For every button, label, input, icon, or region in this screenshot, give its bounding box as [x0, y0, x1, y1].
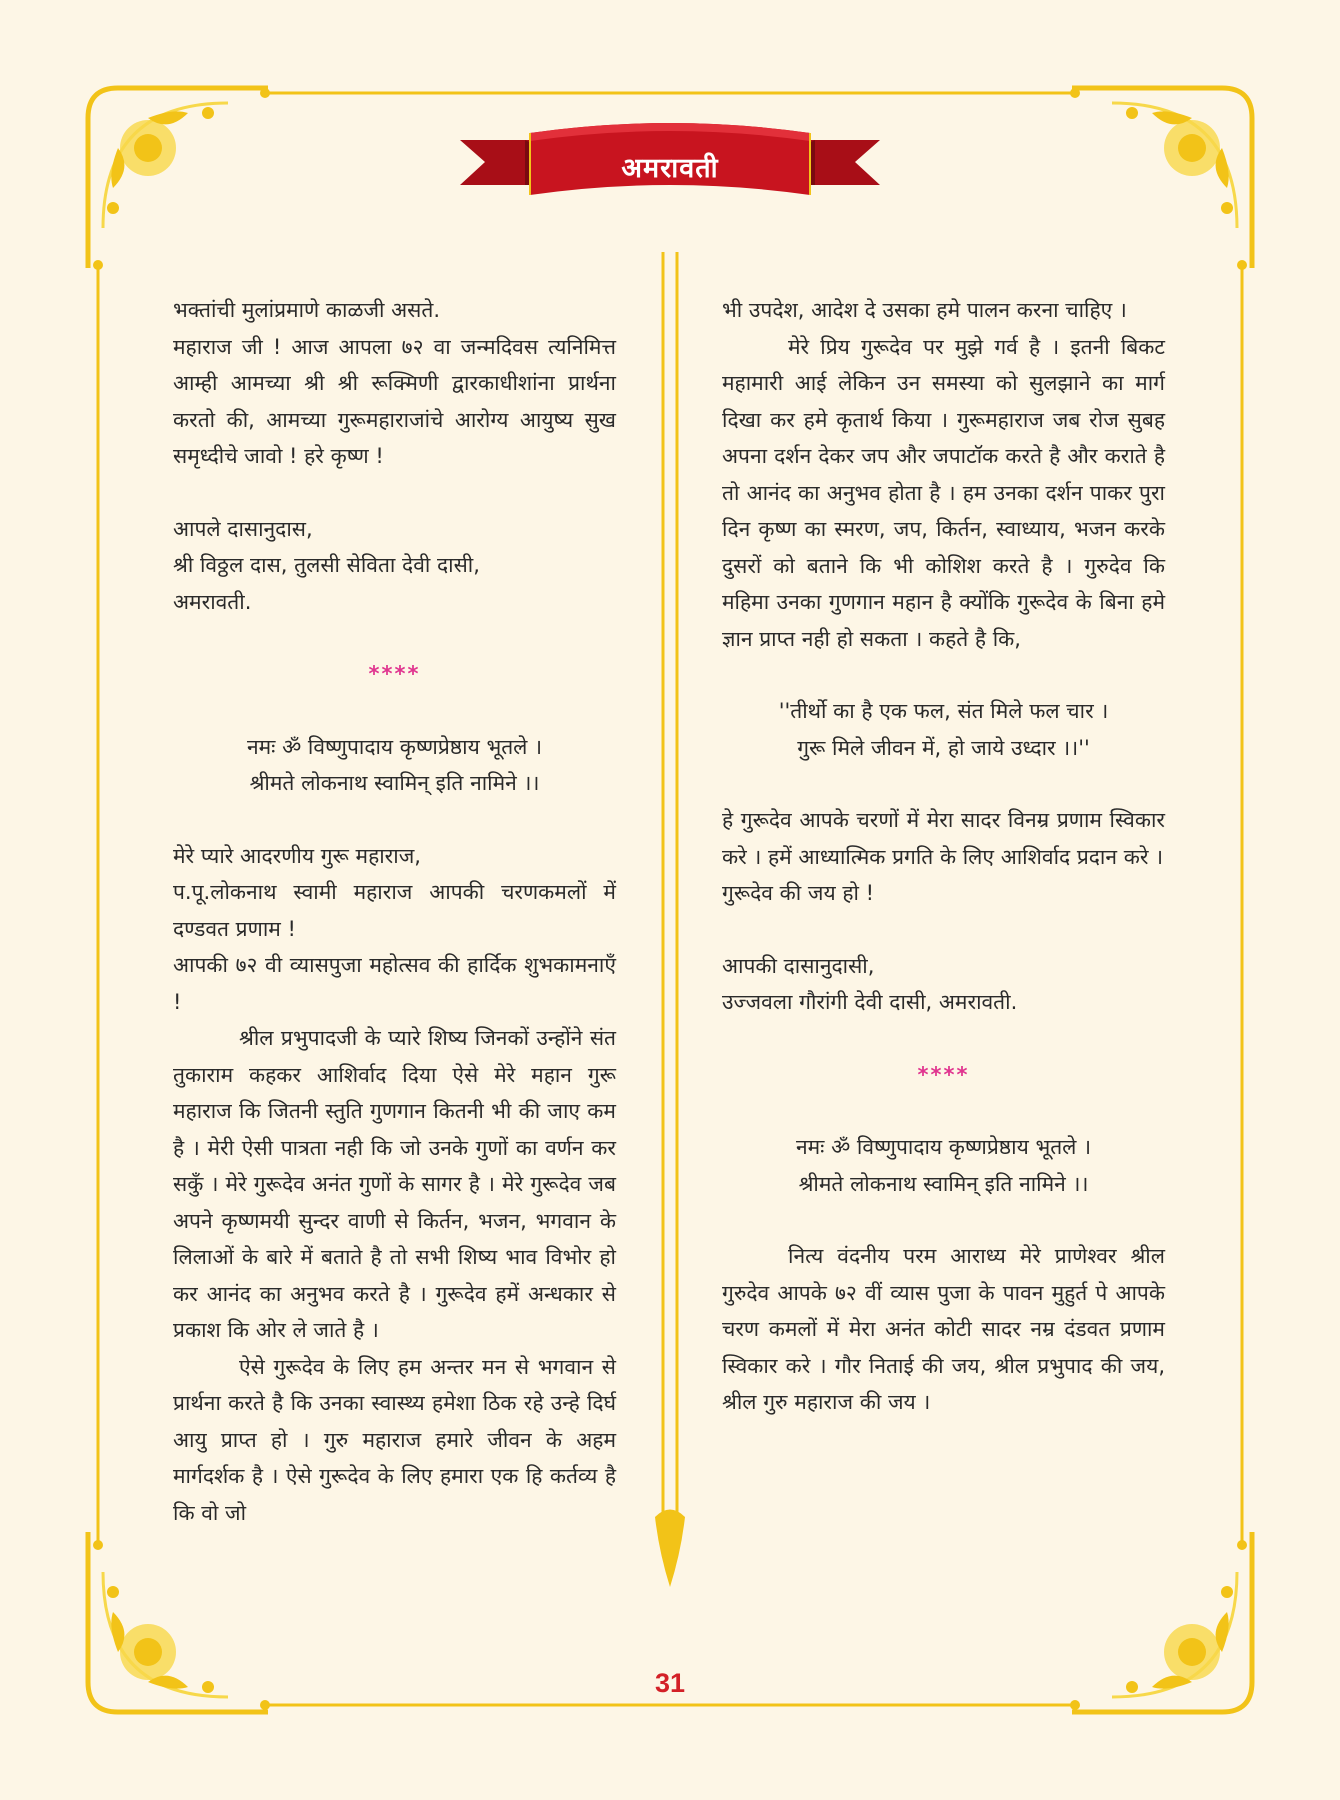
- paragraph: भी उपदेश, आदेश दे उसका हमे पालन करना चाहिए ।: [722, 298, 1127, 322]
- stars-separator: ****: [917, 1062, 970, 1087]
- paragraph: आपकी ७२ वी व्यासपुजा महोत्सव की हार्दिक शुभकामनाएँ !: [173, 953, 616, 1014]
- signature-line: आपकी दासानुदासी,: [722, 953, 875, 978]
- verse-line: श्रीमते लोकनाथ स्वामिन् इति नामिने ।।: [249, 771, 540, 795]
- page-number: 31: [654, 1668, 686, 1698]
- verse-line: नमः ॐ विष्णुपादाय कृष्णप्रेष्ठाय भूतले ।: [795, 1135, 1092, 1159]
- quote-line: ''तीर्थो का है एक फल, संत मिले फल चार ।: [778, 699, 1109, 723]
- paragraph: भक्तांची मुलांप्रमाणे काळजी असते.: [173, 298, 441, 322]
- right-column: [722, 292, 1165, 1421]
- left-column: [173, 292, 616, 1531]
- paragraph: ऐसे गुरूदेव के लिए हम अन्तर मन से भगवान से प्रार्थना करते है कि उनका स्वास्थ्य हमेशा ठिक रहे उन्हे दिर्घ आयु प्राप्त हो । गुरु महाराज हमारे जीवन के अहम मार्गदर्शक है । ऐसे गुरूदेव के लिए हमारा एक हि कर्तव्य है कि वो जो: [173, 1354, 616, 1525]
- stars-separator: ****: [368, 662, 421, 686]
- signature-line: अमरावती.: [173, 589, 252, 614]
- verse-line: श्रीमते लोकनाथ स्वामिन् इति नामिने ।।: [798, 1171, 1089, 1196]
- corner-ornament-icon: [1062, 78, 1262, 278]
- paragraph: प.पू.लोकनाथ स्वामी महाराज आपकी चरणकमलों में दण्डवत प्रणाम !: [173, 880, 616, 941]
- corner-ornament-icon: [78, 78, 278, 278]
- paragraph: श्रील प्रभुपादजी के प्यारे शिष्य जिनकों उन्होंने संत तुकाराम कहकर आशिर्वाद दिया ऐसे मेरे महान गुरू महाराज कि जितनी स्तुति गुणगान कितनी भी की जाए कम है । मेरी ऐसी पात्रता नही कि जो उनके गुणों का वर्णन कर सकुँ । मेरे गुरूदेव अनंत गुणों के सागर है । मेरे गुरूदेव जब अपने कृष्णमयी सुन्दर वाणी से किर्तन, भजन, भगवान के लिलाओं के बारे में बताते है तो सभी शिष्य भाव विभोर हो कर आनंद का अनुभव करते है । गुरूदेव हमें अन्धकार से प्रकाश कि ओर ले जाते है ।: [173, 1026, 616, 1342]
- paragraph: महाराज जी ! आज आपला ७२ वा जन्मदिवस त्यनिमित्त आम्ही आमच्या श्री श्री रूक्मिणी द्वारकाधीशांना प्रार्थना करतो की, आमच्या गुरूमहाराजांचे आरोग्य आयुष्य सुख समृध्दीचे जावो ! हरे कृष्ण !: [173, 334, 616, 468]
- page-title: अमरावती: [621, 153, 719, 184]
- paragraph: नित्य वंदनीय परम आराध्य मेरे प्राणेश्वर श्रील गुरुदेव आपके ७२ वीं व्यास पुजा के पावन मुहुर्त पे आपके चरण कमलों में मेरा अनंत कोटी सादर नम्र दंडवत प्रणाम स्विकार करे । गौर निताई की जय, श्रील प्रभुपाद की जय, श्रील गुरु महाराज की जय ।: [722, 1244, 1165, 1414]
- greeting-line: मेरे प्यारे आदरणीय गुरू महाराज,: [173, 843, 421, 868]
- quote-line: गुरू मिले जीवन में, हो जाये उध्दार ।।'': [797, 735, 1090, 760]
- paragraph: मेरे प्रिय गुरूदेव पर मुझे गर्व है । इतनी बिकट महामारी आई लेकिन उन समस्या को सुलझाने का मार्ग दिखा कर हमे कृतार्थ किया । गुरूमहाराज जब रोज सुबह अपना दर्शन देकर जप और जपाटॉक करते है और कराते है तो आनंद का अनुभव होता है । हम उनका दर्शन पाकर पुरा दिन कृष्ण का स्मरण, जप, किर्तन, स्वाध्याय, भजन करके दुसरों को बताने कि भी कोशिश करते है । गुरुदेव कि महिमा उनका गुणगान महान है क्योंकि गुरूदेव के बिना हमे ज्ञान प्राप्त नही हो सकता । कहते है कि,: [722, 334, 1165, 651]
- signature-line: उज्जवला गौरांगी देवी दासी, अमरावती.: [722, 990, 1018, 1014]
- signature-line: आपले दासानुदास,: [173, 516, 313, 541]
- column-divider: [651, 252, 689, 1597]
- paragraph: हे गुरूदेव आपके चरणों में मेरा सादर विनम्र प्रणाम स्विकार करे । हमें आध्यात्मिक प्रगति के लिए आशिर्वाद प्रदान करे ।: [722, 808, 1165, 869]
- verse-line: नमः ॐ विष्णुपादाय कृष्णप्रेष्ठाय भूतले ।: [246, 734, 543, 759]
- signature-line: श्री विठ्ठल दास, तुलसी सेविता देवी दासी,: [173, 553, 480, 577]
- paragraph: गुरूदेव की जय हो !: [722, 881, 875, 905]
- title-banner: [455, 115, 885, 225]
